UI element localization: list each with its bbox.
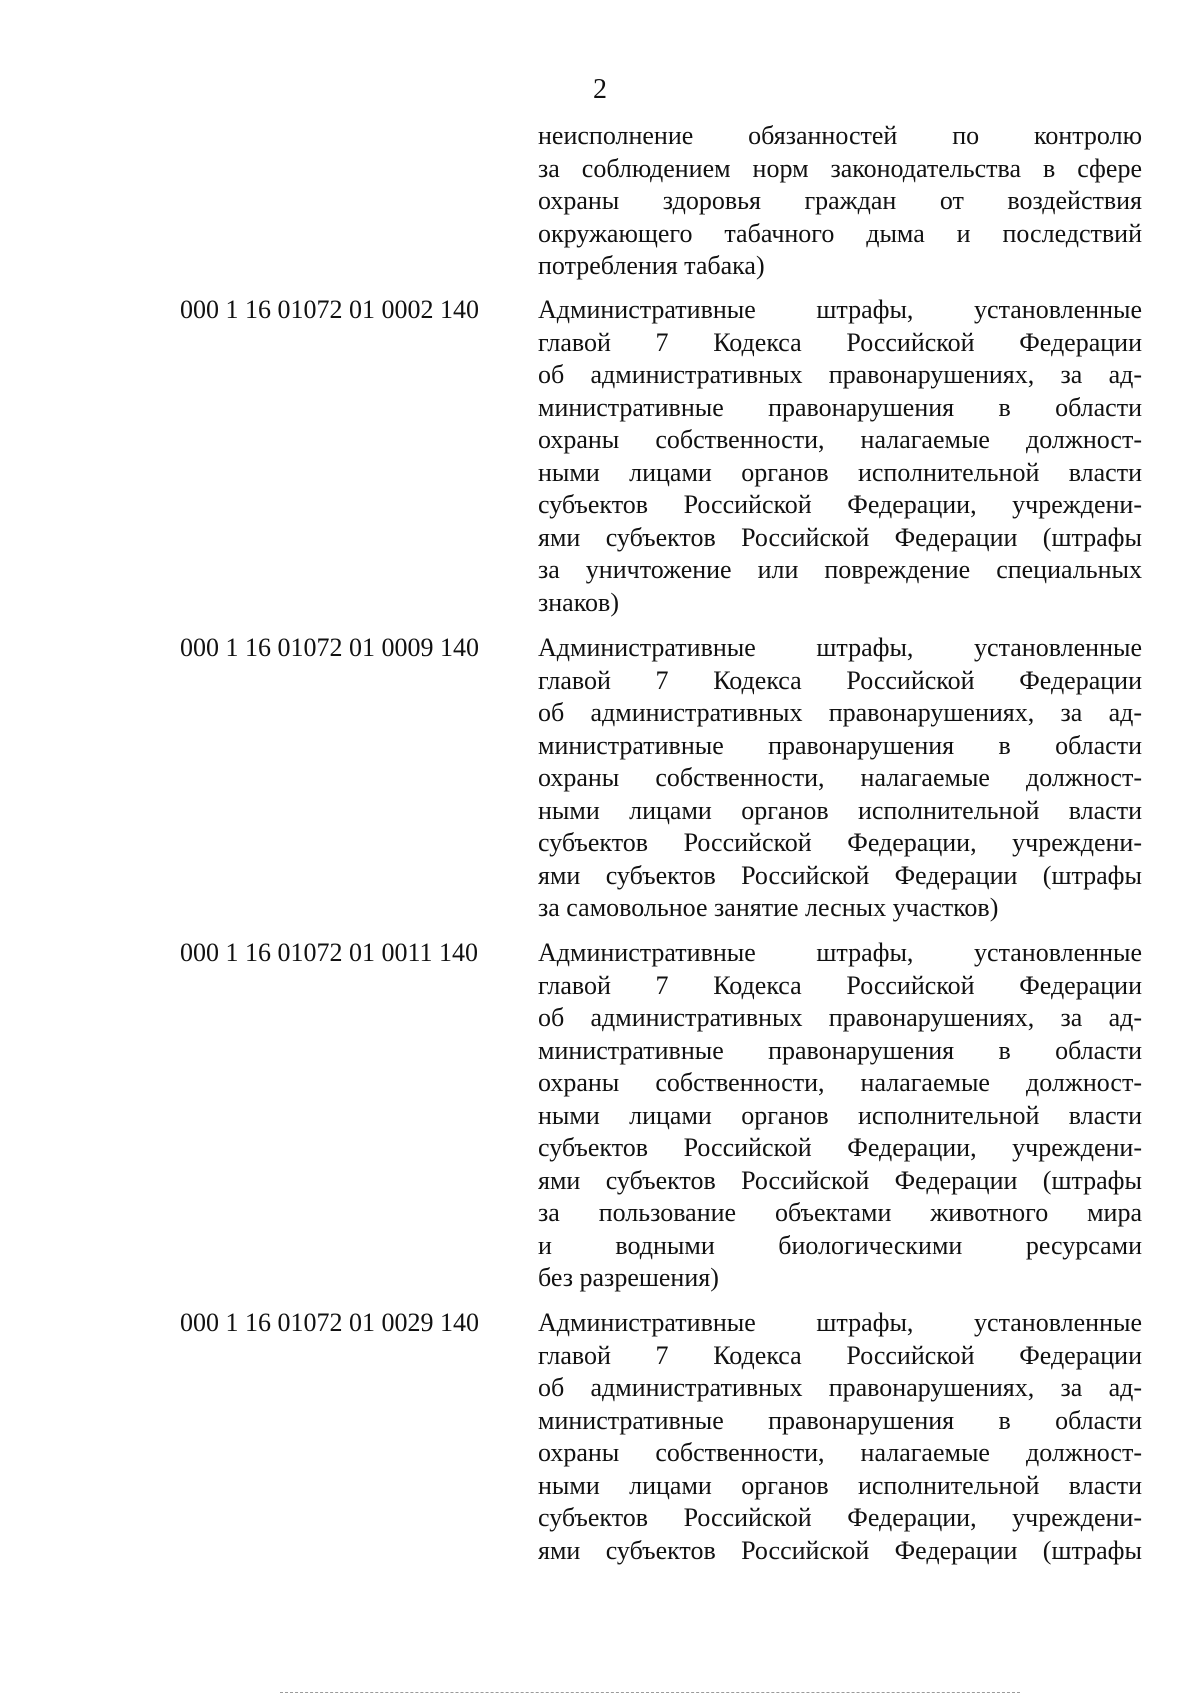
page-number: 2 (593, 74, 607, 105)
description-line: субъектов Российской Федерации, учреждени- (538, 490, 1142, 519)
description-line: главой 7 Кодекса Российской Федерации (538, 970, 1142, 1000)
description-line: ями субъектов Российской Федерации (штрафы (538, 522, 1142, 552)
description-line: охраны собственности, налагаемые должност- (538, 425, 1142, 454)
description-line: охраны собственности, налагаемые должност- (538, 763, 1142, 792)
description-line: министративные правонарушения в области (538, 1035, 1142, 1065)
description-line: за уничтожение или повреждение специальных (538, 555, 1142, 584)
entry-description (538, 1307, 1142, 1567)
description-line: Административные штрафы, установленные (538, 938, 1142, 967)
description-line: главой 7 Кодекса Российской Федерации (538, 1340, 1142, 1370)
entry-description (538, 294, 1142, 619)
description-line: главой 7 Кодекса Российской Федерации (538, 665, 1142, 695)
description-line: ями субъектов Российской Федерации (штрафы (538, 1535, 1142, 1565)
description-line: субъектов Российской Федерации, учреждени- (538, 1503, 1142, 1532)
description-line: знаков) (538, 587, 619, 617)
description-line: ными лицами органов исполнительной власти (538, 795, 1142, 825)
description-line: ными лицами органов исполнительной власти (538, 1100, 1142, 1130)
description-line: ными лицами органов исполнительной власти (538, 1470, 1142, 1500)
description-line: Административные штрафы, установленные (538, 1308, 1142, 1337)
description-line: за самовольное занятие лесных участков) (538, 893, 999, 922)
description-line: за пользование объектами животного мира (538, 1198, 1142, 1227)
budget-classification-code: 000 1 16 01072 01 0002 140 (180, 295, 479, 324)
description-line: охраны собственности, налагаемые должност- (538, 1438, 1142, 1467)
description-line: министративные правонарушения в области (538, 730, 1142, 760)
continuation-description (538, 120, 1142, 283)
description-line: субъектов Российской Федерации, учреждени- (538, 1133, 1142, 1162)
description-line: ями субъектов Российской Федерации (штрафы (538, 1165, 1142, 1195)
description-line: об административных правонарушениях, за ад- (538, 698, 1142, 727)
description-line: об административных правонарушениях, за ад- (538, 1003, 1142, 1032)
budget-classification-code: 000 1 16 01072 01 0011 140 (180, 938, 479, 967)
description-line: министративные правонарушения в области (538, 1405, 1142, 1435)
scan-edge-divider (280, 1692, 1020, 1693)
description-line: без разрешения) (538, 1263, 719, 1292)
description-line: охраны здоровья граждан от воздействия (538, 186, 1142, 215)
description-line: потребления табака) (538, 251, 765, 280)
description-line: министративные правонарушения в области (538, 392, 1142, 422)
description-line: окружающего табачного дыма и последствий (538, 218, 1142, 248)
description-line: об административных правонарушениях, за ад- (538, 1373, 1142, 1402)
description-line: субъектов Российской Федерации, учреждени- (538, 828, 1142, 857)
entry-description (538, 632, 1142, 925)
description-line: неисполнение обязанностей по контролю (538, 121, 1142, 150)
budget-classification-code: 000 1 16 01072 01 0029 140 (180, 1308, 479, 1337)
description-line: ными лицами органов исполнительной власти (538, 457, 1142, 487)
description-line: Административные штрафы, установленные (538, 633, 1142, 662)
entry-description (538, 937, 1142, 1295)
description-line: за соблюдением норм законодательства в сфере (538, 153, 1142, 183)
budget-classification-code: 000 1 16 01072 01 0009 140 (180, 633, 479, 662)
description-line: главой 7 Кодекса Российской Федерации (538, 327, 1142, 357)
description-line: охраны собственности, налагаемые должност- (538, 1068, 1142, 1097)
description-line: ями субъектов Российской Федерации (штрафы (538, 860, 1142, 890)
description-line: Административные штрафы, установленные (538, 295, 1142, 324)
description-line: об административных правонарушениях, за ад- (538, 360, 1142, 389)
description-line: и водными биологическими ресурсами (538, 1230, 1142, 1260)
